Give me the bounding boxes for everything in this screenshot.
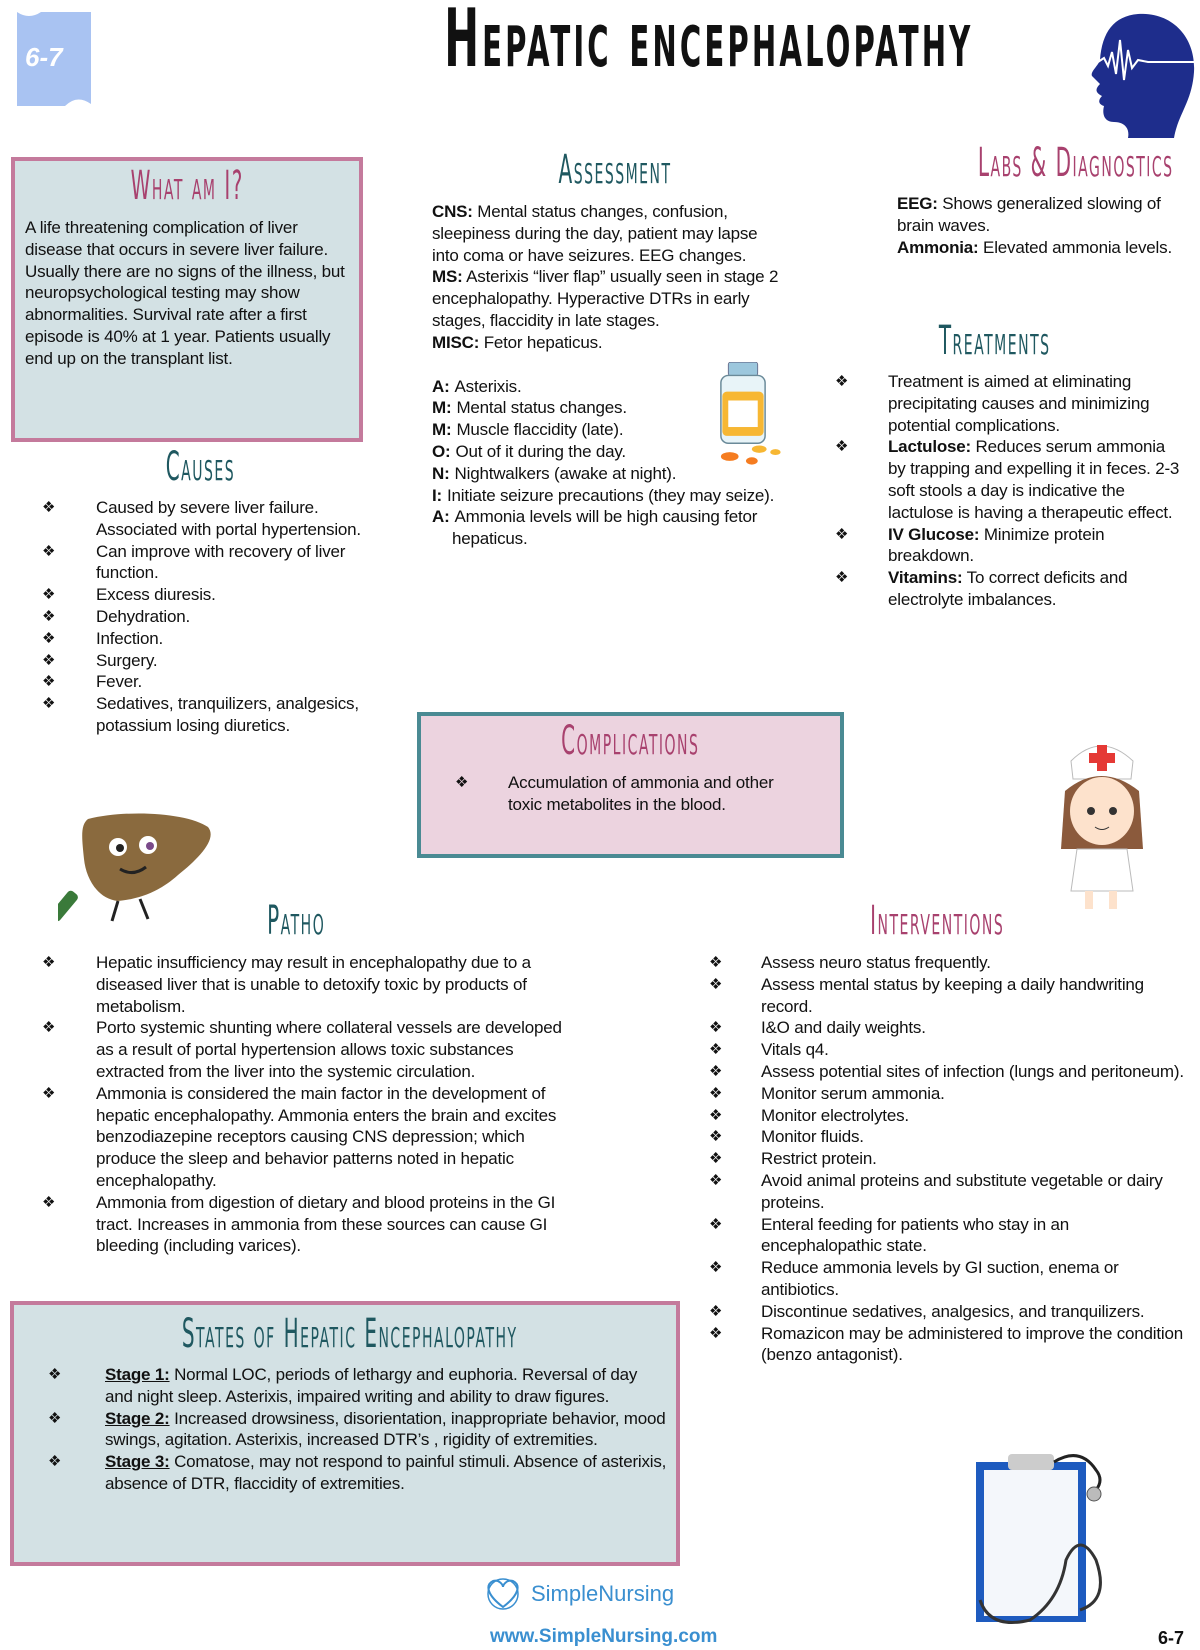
cause-item-text: Fever. [96,672,143,692]
mnemonic-item [432,485,782,507]
intervention-item [709,1083,1187,1105]
bullet-icon: ❖ [709,1062,723,1080]
assessment-item-text: Fetor hepaticus. [479,332,603,352]
cause-item [42,628,362,650]
intervention-item-text: Romazicon may be administered to improve the condition (benzo antagonist). [761,1323,1183,1365]
intervention-item [709,974,1187,1018]
clipboard-stethoscope-icon [970,1450,1122,1630]
bullet-icon: ❖ [709,1150,723,1168]
intervention-item-text: Monitor electrolytes. [761,1105,909,1125]
bullet-icon: ❖ [835,438,849,456]
pill-bottle-icon [715,362,785,467]
labs-heading: Labs & Diagnostics [977,140,1174,186]
mnemonic-item-label: M: [432,398,452,418]
bullet-icon: ❖ [709,975,723,993]
treatment-item-text: Treatment is aimed at eliminating precipitating causes and minimizing potential complications. [888,372,1150,435]
patho-item [42,1017,582,1082]
complications-box [417,712,844,858]
treatment-item-label: Lactulose: [888,437,972,457]
complication-item-text: Accumulation of ammonia and other toxic metabolites in the blood. [508,773,774,814]
intervention-item-text: Enteral feeding for patients who stay in an encephalopathic state. [761,1214,1069,1256]
states-list [48,1364,668,1495]
assessment-item-label: CNS: [432,202,473,221]
cause-item-text: Excess diuresis. [96,585,216,605]
treatment-item-label: IV Glucose: [888,524,980,544]
intervention-item [709,1148,1187,1170]
assessment-item [432,332,782,354]
bullet-icon: ❖ [48,1366,62,1383]
complications-heading: Complications [561,718,700,764]
patho-item [42,952,582,1017]
website-link[interactable]: www.SimpleNursing.com [490,1626,718,1647]
cause-item [42,671,362,693]
mnemonic-item-text: Out of it during the day. [455,441,626,461]
bullet-icon: ❖ [42,695,56,713]
bullet-icon: ❖ [42,954,56,971]
states-heading: States of Hepatic Encephalopathy [181,1311,518,1357]
stage-item [48,1408,668,1452]
intervention-item-text: Assess potential sites of infection (lungs and peritoneum). [761,1061,1184,1081]
causes-heading: Causes [165,444,235,490]
assessment-item-label: MISC: [432,332,480,352]
simplenursing-logo[interactable] [483,1577,743,1611]
intervention-item [709,1301,1187,1323]
mnemonic-item-text: Initiate seizure precautions (they may seize). [446,485,775,505]
nurse-character-icon [1051,731,1152,911]
patho-item-text: Porto systemic shunting where collateral vessels are developed as a result of portal hypertension allows toxic substances extracted from the liver into the systemic circulation. [96,1018,562,1081]
cause-item-text: Caused by severe liver failure. Associated with portal hypertension. [96,498,361,539]
bullet-icon: ❖ [835,525,849,543]
intervention-item [709,1017,1187,1039]
intervention-item [709,1126,1187,1148]
intervention-item-text: Restrict protein. [761,1149,877,1169]
intervention-item-text: I&O and daily weights. [761,1018,926,1038]
page-number: 6-7 [1158,1628,1185,1648]
interventions-list [709,952,1187,1366]
bullet-icon: ❖ [42,499,56,516]
bullet-icon: ❖ [709,1259,723,1277]
mnemonic-item-label: I: [432,485,442,505]
treatment-item [835,524,1185,568]
what-am-i-box [11,157,363,442]
assessment-item-text: Mental status changes, confusion, sleepiness during the day, patient may lapse into coma or have seizures. EEG changes. [432,202,758,265]
labs-item-text: Shows generalized slowing of brain waves. [897,194,1161,235]
bullet-icon: ❖ [48,1453,62,1471]
cause-item [42,650,362,672]
intervention-item [709,1214,1187,1258]
mnemonic-item-text: Mental status changes. [456,398,627,418]
intervention-item-text: Avoid animal proteins and substitute vegetable or dairy proteins. [761,1170,1163,1212]
bullet-icon: ❖ [835,373,849,390]
cause-item [42,606,362,628]
intervention-item [709,1061,1187,1083]
what-am-i-heading: What am I? [130,163,244,209]
treatment-item [835,371,1185,436]
bullet-icon: ❖ [42,607,56,625]
bullet-icon: ❖ [42,586,56,604]
cause-item-text: Sedatives, tranquilizers, analgesics, potassium losing diuretics. [96,694,359,735]
bullet-icon: ❖ [835,569,849,587]
patho-item [42,1192,582,1257]
stage-item [48,1451,668,1495]
bullet-icon: ❖ [709,954,723,971]
intervention-item-text: Assess mental status by keeping a daily handwriting record. [761,974,1144,1016]
patho-list [42,952,582,1257]
assessment-item-text: Asterixis “liver flap” usually seen in stage 2 encephalopathy. Hyperactive DTRs in early stages, flaccidity in late stages. [432,267,779,330]
mnemonic-item-label: O: [432,441,451,461]
bullet-icon: ❖ [48,1409,62,1427]
bullet-icon: ❖ [709,1106,723,1124]
labs-item-label: EEG: [897,194,938,213]
patho-item [42,1083,582,1192]
heart-stethoscope-icon [483,1577,523,1611]
mnemonic-item-text: Asterixis. [454,376,522,396]
stage-item-label: Stage 2: [105,1408,170,1428]
stage-item-text: Normal LOC, periods of lethargy and euphoria. Reversal of day and night sleep. Asterixis, impaired writing and ability to draw figures. [105,1365,638,1406]
cause-item-text: Surgery. [96,650,158,670]
cause-item [42,497,362,541]
bullet-icon: ❖ [709,1215,723,1233]
cause-item [42,693,362,737]
mnemonic-item-text: Ammonia levels will be high causing fetor hepaticus. [452,507,758,549]
stage-item-text: Increased drowsiness, disorientation, inappropriate behavior, mood swings, agitation. Asterixis, increased DTR’s , rigidity of extremities. [105,1408,666,1450]
assessment-item [432,266,782,331]
stage-item-label: Stage 1: [105,1365,170,1384]
intervention-item-text: Monitor serum ammonia. [761,1083,945,1103]
stage-item-text: Comatose, may not respond to painful stimuli. Absence of asterixis, absence of DTR, flaccidity of extremities. [105,1452,667,1493]
treatment-item [835,436,1185,523]
bullet-icon: ❖ [709,1041,723,1059]
intervention-item-text: Assess neuro status frequently. [761,953,991,972]
bullet-icon: ❖ [709,1302,723,1320]
what-am-i-body: A life threatening complication of liver disease that occurs in severe liver failure. Usually there are no signs of the illness, but neuropsychological testing may show abnormalities. Survival rate after a first episode is 40% at 1 year. Patients usually end up on the transplant list. [25,218,345,368]
treatments-list [835,371,1185,611]
bullet-icon: ❖ [709,1019,723,1037]
head-brainwave-icon [1078,10,1198,142]
bullet-icon: ❖ [42,629,56,647]
mnemonic-item-label: A: [432,376,450,396]
patho-heading: Patho [266,898,326,944]
mnemonic-item-label: A: [432,507,450,527]
page-title [200,0,1000,85]
bullet-icon: ❖ [42,1019,56,1037]
bullet-icon: ❖ [42,651,56,669]
intervention-item [709,1039,1187,1061]
causes-list [42,497,362,737]
complication-item [455,772,795,816]
labs-item [897,237,1187,259]
bullet-icon: ❖ [455,774,469,791]
mnemonic-item-label: M: [432,420,452,440]
patho-item-text: Ammonia from digestion of dietary and blood proteins in the GI tract. Increases in ammonia from these sources can cause GI bleeding (including varices). [96,1192,556,1256]
treatments-heading: Treatments [939,318,1051,364]
stage-item-label: Stage 3: [105,1452,170,1472]
bullet-icon: ❖ [42,1193,56,1211]
intervention-item-text: Reduce ammonia levels by GI suction, enema or antibiotics. [761,1258,1119,1299]
labs-item-label: Ammonia: [897,237,979,257]
bullet-icon: ❖ [709,1171,723,1189]
bullet-icon: ❖ [709,1128,723,1146]
intervention-item [709,952,1187,974]
treatment-item [835,567,1185,611]
treatment-item-text: To correct deficits and electrolyte imbalances. [888,568,1128,609]
labs-list [897,193,1187,258]
interventions-heading: Interventions [870,898,1005,944]
assessment-heading: Assessment [558,147,672,193]
intervention-item-text: Discontinue sedatives, analgesics, and tranquilizers. [761,1301,1145,1321]
chapter-tag-label: 6-7 [25,42,63,72]
patho-item-text: Ammonia is considered the main factor in the development of hepatic encephalopathy. Ammonia enters the brain and excites benzodiazepine receptors causing CNS depression; which produce the sleep and behavior patterns noted in hepatic encephalopathy. [96,1083,557,1190]
cause-item-text: Can improve with recovery of liver function. [96,541,346,583]
cause-item [42,584,362,606]
cause-item-text: Dehydration. [96,606,190,626]
bullet-icon: ❖ [42,673,56,691]
intervention-item [709,1323,1187,1367]
logo-text: SimpleNursing [531,1581,675,1606]
chapter-tag [11,8,96,112]
assessment-item-label: MS: [432,267,463,287]
treatment-item-text: Minimize protein breakdown. [888,524,1105,566]
liver-character-icon [58,809,218,925]
intervention-item-text: Vitals q4. [761,1040,829,1060]
intervention-item-text: Monitor fluids. [761,1127,864,1147]
mnemonic-item-label: N: [432,463,450,483]
intervention-item [709,1257,1187,1301]
treatment-item-label: Vitamins: [888,568,963,588]
patho-item-text: Hepatic insufficiency may result in encephalopathy due to a diseased liver that is unable to detoxify toxic by products of metabolism. [96,953,531,1016]
intervention-item [709,1170,1187,1214]
bullet-icon: ❖ [709,1084,723,1102]
treatment-item-text: Reduces serum ammonia by trapping and expelling it in feces. 2-3 soft stools a day is indicative the lactulose is having a therapeutic effect. [888,437,1180,522]
labs-item [897,193,1187,237]
page-title-text: Hepatic encephalopathy [444,0,974,85]
stage-item [48,1364,668,1408]
labs-item-text: Elevated ammonia levels. [978,237,1172,257]
states-box [10,1301,680,1566]
mnemonic-item [432,506,782,550]
mnemonic-item-text: Muscle flaccidity (late). [456,420,624,440]
bullet-icon: ❖ [42,542,56,560]
bullet-icon: ❖ [709,1324,723,1342]
bullet-icon: ❖ [42,1084,56,1102]
mnemonic-item-text: Nightwalkers (awake at night). [454,463,677,483]
cause-item [42,541,362,585]
assessment-item [432,201,782,266]
complications-list [455,772,795,816]
intervention-item [709,1105,1187,1127]
cause-item-text: Infection. [96,628,163,648]
